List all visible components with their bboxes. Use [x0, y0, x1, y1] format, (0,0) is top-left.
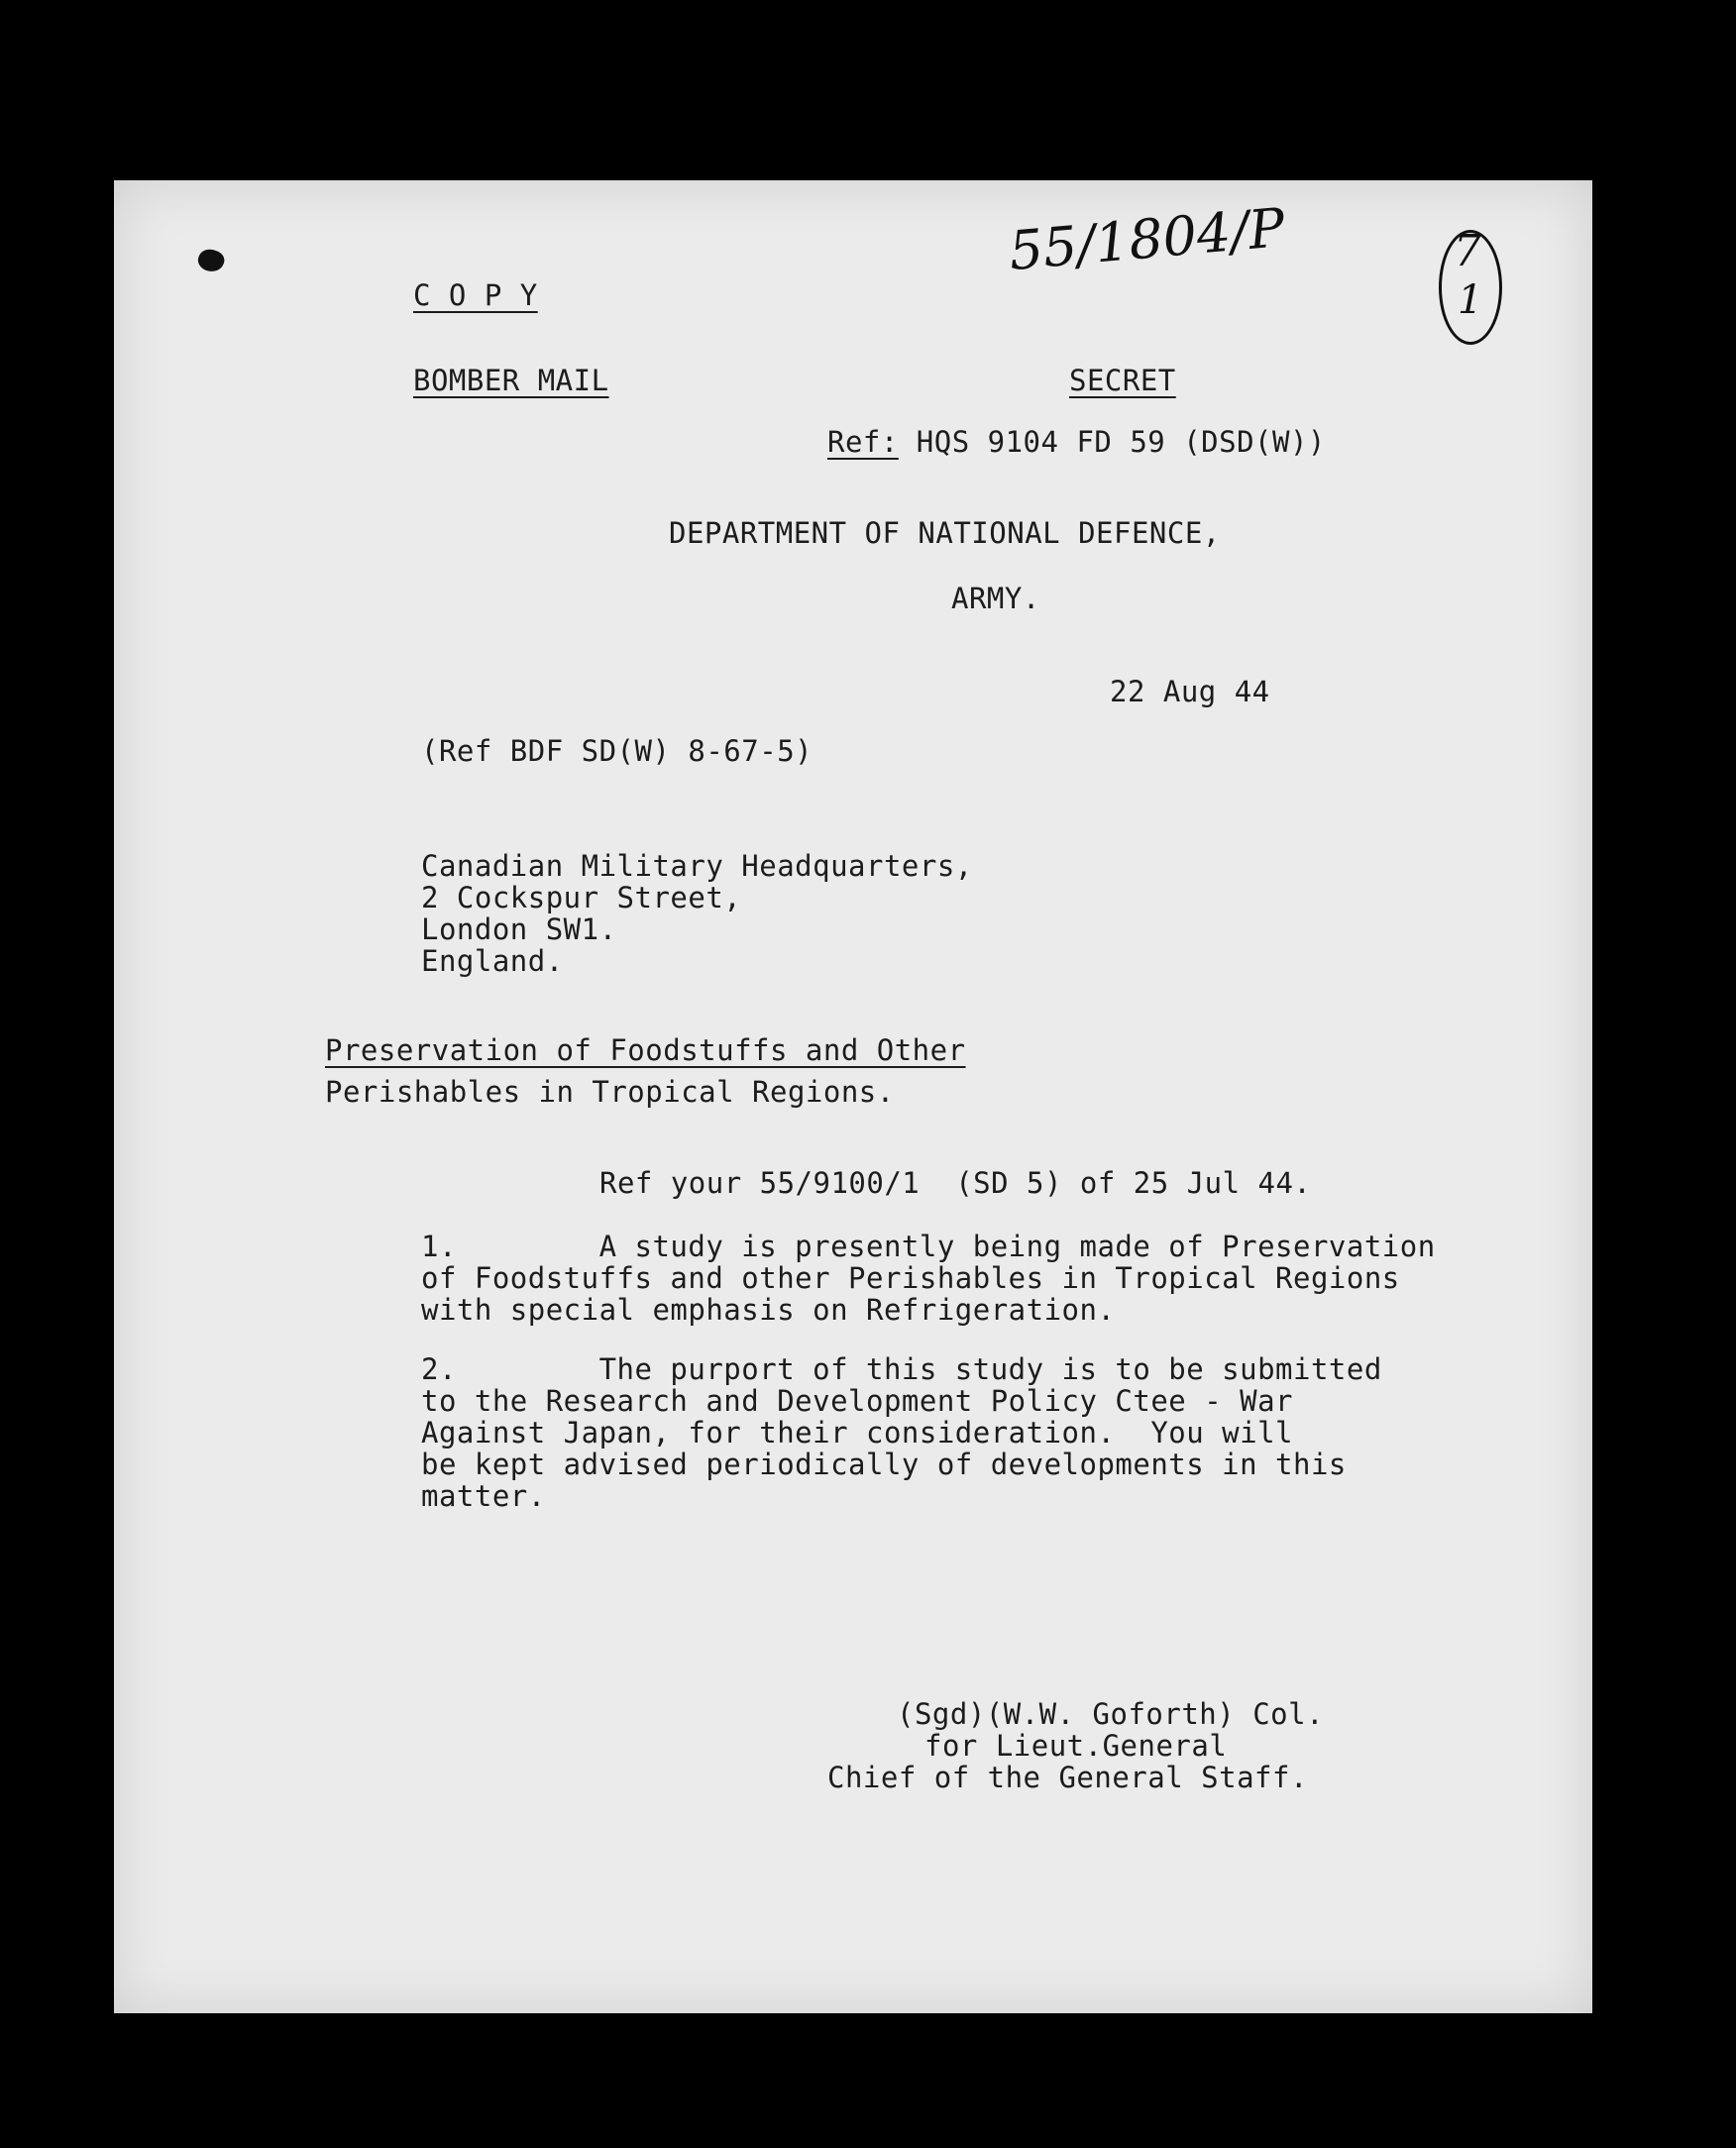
ref-your-letter: Ref your 55/9100/1 (SD 5) of 25 Jul 44. — [599, 1166, 1312, 1200]
subject-line-2: Perishables in Tropical Regions. — [325, 1075, 895, 1109]
address-line: 2 Cockspur Street, — [421, 881, 742, 914]
ref-value: HQS 9104 FD 59 (DSD(W)) — [898, 425, 1326, 459]
paragraph-line: 1. A study is presently being made of Preservation — [421, 1230, 1436, 1263]
paragraph-line: Against Japan, for their consideration. You will — [421, 1416, 1294, 1450]
ink-blot — [195, 246, 227, 275]
paragraph-line: with special emphasis on Refrigeration. — [421, 1293, 1116, 1327]
letter-date: 22 Aug 44 — [1110, 675, 1270, 708]
ref-label: Ref: — [827, 425, 899, 459]
subject-line-1: Preservation of Foodstuffs and Other — [325, 1033, 966, 1067]
reference-line — [827, 426, 1326, 458]
copy-heading: C O P Y — [413, 278, 538, 312]
handwritten-folio-top: 7 — [1454, 226, 1481, 276]
signature-name: (Sgd)(W.W. Goforth) Col. — [897, 1697, 1325, 1731]
address-line: Canadian Military Headquarters, — [421, 849, 973, 883]
document-page — [114, 180, 1592, 2013]
their-reference: (Ref BDF SD(W) 8-67-5) — [421, 734, 814, 768]
paragraph-line: to the Research and Development Policy Ctee - War — [421, 1384, 1294, 1418]
signature-title: Chief of the General Staff. — [827, 1761, 1308, 1794]
paragraph-line: 2. The purport of this study is to be submitted — [421, 1352, 1382, 1386]
handwritten-folio-bottom: 1 — [1458, 277, 1483, 323]
paragraph-line: of Foodstuffs and other Perishables in Tropical Regions — [421, 1261, 1400, 1295]
handwritten-file-ref: 55/1804/P — [1006, 195, 1288, 283]
classification: SECRET — [1069, 364, 1176, 397]
department: DEPARTMENT OF NATIONAL DEFENCE, — [669, 516, 1221, 550]
address-line: London SW1. — [421, 913, 617, 946]
mail-type: BOMBER MAIL — [413, 364, 609, 397]
branch: ARMY. — [951, 582, 1040, 615]
signature-for: for Lieut.General — [924, 1729, 1228, 1763]
paragraph-line: be kept advised periodically of developments in this — [421, 1448, 1347, 1481]
address-line: England. — [421, 944, 564, 978]
paragraph-line: matter. — [421, 1479, 546, 1513]
